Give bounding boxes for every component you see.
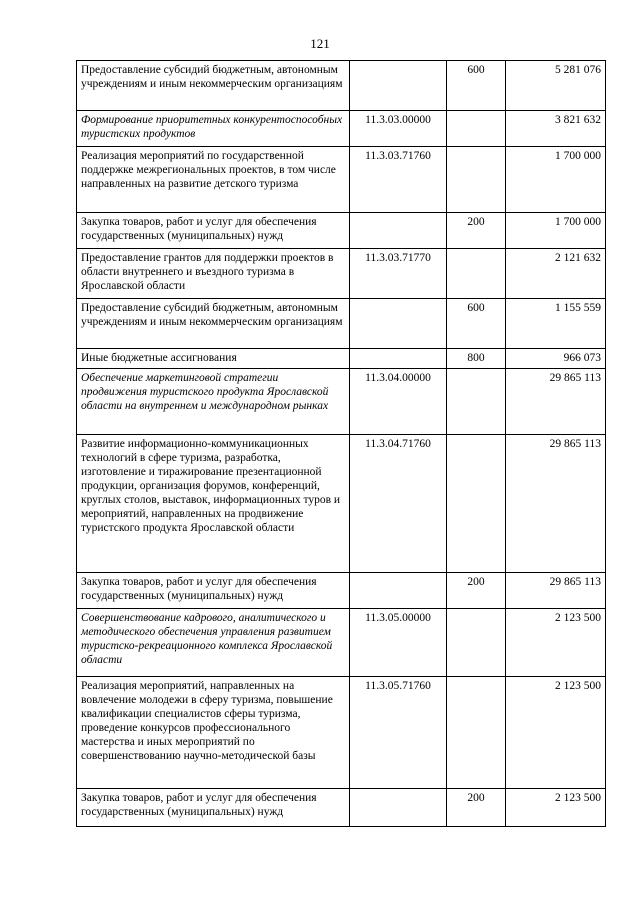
table-row (77, 609, 606, 677)
row-name: Предоставление субсидий бюджетным, автономным учреждениям и иным некоммерческим организациям (77, 61, 350, 111)
budget-table (76, 60, 606, 827)
table-row (77, 111, 606, 147)
row-code: 11.3.05.71760 (350, 677, 447, 789)
row-name: Обеспечение маркетинговой стратегии продвижения туристского продукта Ярославской области на внутреннем и международном рынках (77, 369, 350, 435)
row-amount: 2 123 500 (506, 609, 606, 677)
row-amount: 2 121 632 (506, 249, 606, 299)
row-name: Формирование приоритетных конкурентоспособных туристских продуктов (77, 111, 350, 147)
row-code (350, 61, 447, 111)
table-row (77, 677, 606, 789)
row-code: 11.3.04.00000 (350, 369, 447, 435)
row-code (350, 213, 447, 249)
row-code: 11.3.03.00000 (350, 111, 447, 147)
row-expense-type: 600 (447, 61, 506, 111)
table-row (77, 147, 606, 213)
row-code: 11.3.05.00000 (350, 609, 447, 677)
row-amount: 29 865 113 (506, 573, 606, 609)
row-code: 11.3.04.71760 (350, 435, 447, 573)
row-expense-type: 800 (447, 349, 506, 369)
budget-table-body (77, 61, 606, 827)
row-expense-type (447, 677, 506, 789)
row-code: 11.3.03.71760 (350, 147, 447, 213)
table-row (77, 435, 606, 573)
row-code (350, 573, 447, 609)
row-amount: 2 123 500 (506, 677, 606, 789)
row-amount: 29 865 113 (506, 369, 606, 435)
row-name: Совершенствование кадрового, аналитического и методического обеспечения управления развитием туристско-рекреационного комплекса Ярославской области (77, 609, 350, 677)
row-amount: 5 281 076 (506, 61, 606, 111)
row-name: Закупка товаров, работ и услуг для обеспечения государственных (муниципальных) нужд (77, 213, 350, 249)
table-row (77, 299, 606, 349)
row-amount: 1 155 559 (506, 299, 606, 349)
table-row (77, 789, 606, 827)
row-expense-type: 200 (447, 789, 506, 827)
row-expense-type (447, 249, 506, 299)
row-code (350, 299, 447, 349)
row-code (350, 349, 447, 369)
row-expense-type (447, 147, 506, 213)
table-row (77, 249, 606, 299)
row-amount: 1 700 000 (506, 147, 606, 213)
page-number: 121 (310, 36, 330, 51)
table-row (77, 349, 606, 369)
row-code: 11.3.03.71770 (350, 249, 447, 299)
row-expense-type (447, 435, 506, 573)
row-code (350, 789, 447, 827)
row-name: Закупка товаров, работ и услуг для обеспечения государственных (муниципальных) нужд (77, 789, 350, 827)
table-row (77, 369, 606, 435)
row-expense-type (447, 111, 506, 147)
row-expense-type (447, 369, 506, 435)
row-name: Предоставление субсидий бюджетным, автономным учреждениям и иным некоммерческим организациям (77, 299, 350, 349)
row-name: Развитие информационно-коммуникационных технологий в сфере туризма, разработка, изготовление и тиражирование презентационной продукции, организация форумов, конференций, круглых столов, выставок, информационных туров и мероприятий, направленных на продвижение туристского продукта Ярославской области (77, 435, 350, 573)
row-expense-type: 600 (447, 299, 506, 349)
row-expense-type (447, 609, 506, 677)
row-name: Реализация мероприятий по государственной поддержке межрегиональных проектов, в том числе направленных на развитие детского туризма (77, 147, 350, 213)
row-name: Реализация мероприятий, направленных на вовлечение молодежи в сферу туризма, повышение квалификации специалистов сферы туризма, проведение конкурсов профессионального мастерства и иных мероприятий по совершенствованию научно-методической базы (77, 677, 350, 789)
row-amount: 1 700 000 (506, 213, 606, 249)
table-row (77, 61, 606, 111)
row-name: Иные бюджетные ассигнования (77, 349, 350, 369)
row-name: Предоставление грантов для поддержки проектов в области внутреннего и въездного туризма в Ярославской области (77, 249, 350, 299)
row-amount: 966 073 (506, 349, 606, 369)
row-expense-type: 200 (447, 213, 506, 249)
row-expense-type: 200 (447, 573, 506, 609)
row-amount: 29 865 113 (506, 435, 606, 573)
row-amount: 2 123 500 (506, 789, 606, 827)
table-row (77, 573, 606, 609)
row-name: Закупка товаров, работ и услуг для обеспечения государственных (муниципальных) нужд (77, 573, 350, 609)
row-amount: 3 821 632 (506, 111, 606, 147)
table-row (77, 213, 606, 249)
